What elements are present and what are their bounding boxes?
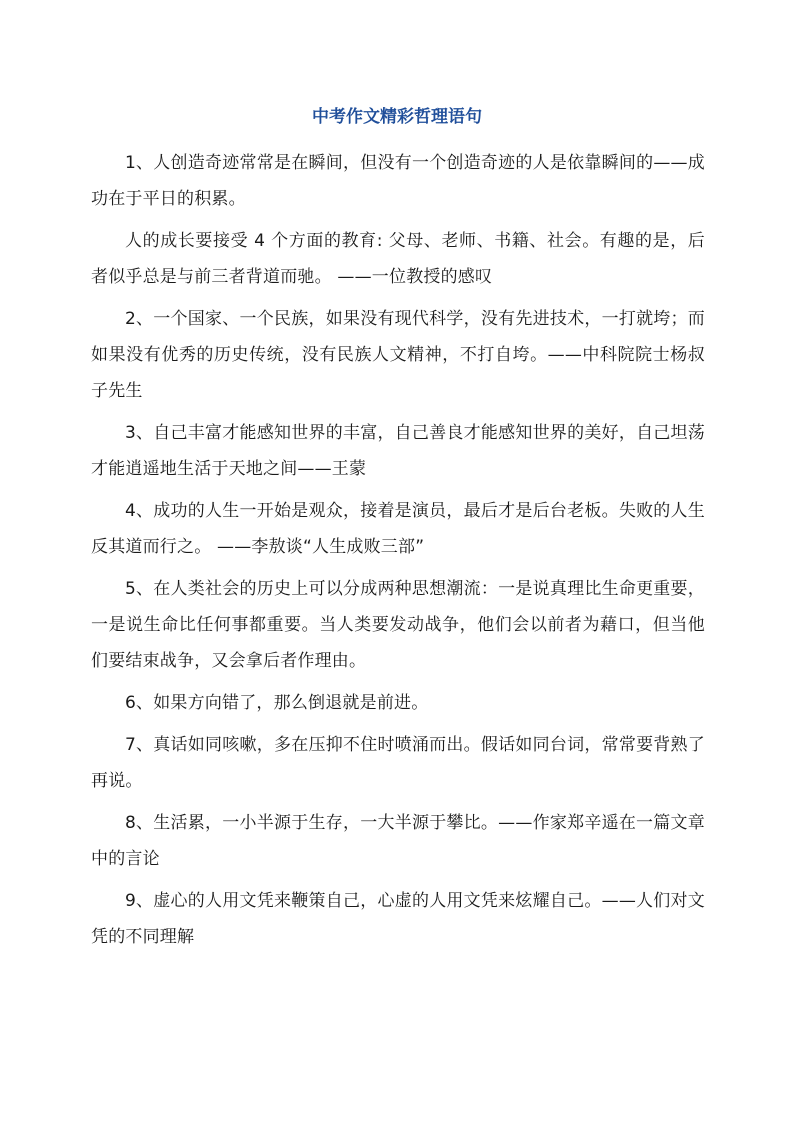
paragraph-quote-2: 2、一个国家、一个民族，如果没有现代科学，没有先进技术，一打就垮；而如果没有优秀的历史传统，没有民族人文精神，不打自垮。——中科院院士杨叔子先生 bbox=[91, 309, 705, 401]
paragraph-quote-8: 8、生活累，一小半源于生存，一大半源于攀比。——作家郑辛遥在一篇文章中的言论 bbox=[91, 813, 705, 869]
document-title: 中考作文精彩哲理语句 bbox=[312, 107, 482, 127]
paragraph-quote-7: 7、真话如同咳嗽，多在压抑不住时喷涌而出。假话如同台词，常常要背熟了再说。 bbox=[91, 735, 705, 791]
document-body bbox=[91, 145, 705, 961]
paragraph-quote-5: 5、在人类社会的历史上可以分成两种思想潮流：一是说真理比生命更重要，一是说生命比任何事都重要。当人类要发动战争，他们会以前者为藉口，但当他们要结束战争，又会拿后者作理由。 bbox=[91, 579, 705, 671]
paragraph-quote-6: 6、如果方向错了，那么倒退就是前进。 bbox=[125, 693, 429, 713]
paragraph-quote-9: 9、虚心的人用文凭来鞭策自己，心虚的人用文凭来炫耀自己。——人们对文凭的不同理解 bbox=[91, 891, 705, 947]
paragraph-quote-1: 1、人创造奇迹常常是在瞬间，但没有一个创造奇迹的人是依靠瞬间的——成功在于平日的积累。 bbox=[91, 153, 705, 209]
paragraph-education: 人的成长要接受 4 个方面的教育: 父母、老师、书籍、社会。有趣的是，后者似乎总是与前三者背道而驰。 ——一位教授的感叹 bbox=[91, 231, 705, 287]
paragraph-quote-3: 3、自己丰富才能感知世界的丰富，自己善良才能感知世界的美好，自己坦荡才能逍遥地生活于天地之间——王蒙 bbox=[91, 423, 705, 479]
paragraph-quote-4: 4、成功的人生一开始是观众，接着是演员，最后才是后台老板。失败的人生反其道而行之。 ——李敖谈“人生成败三部” bbox=[91, 501, 705, 557]
